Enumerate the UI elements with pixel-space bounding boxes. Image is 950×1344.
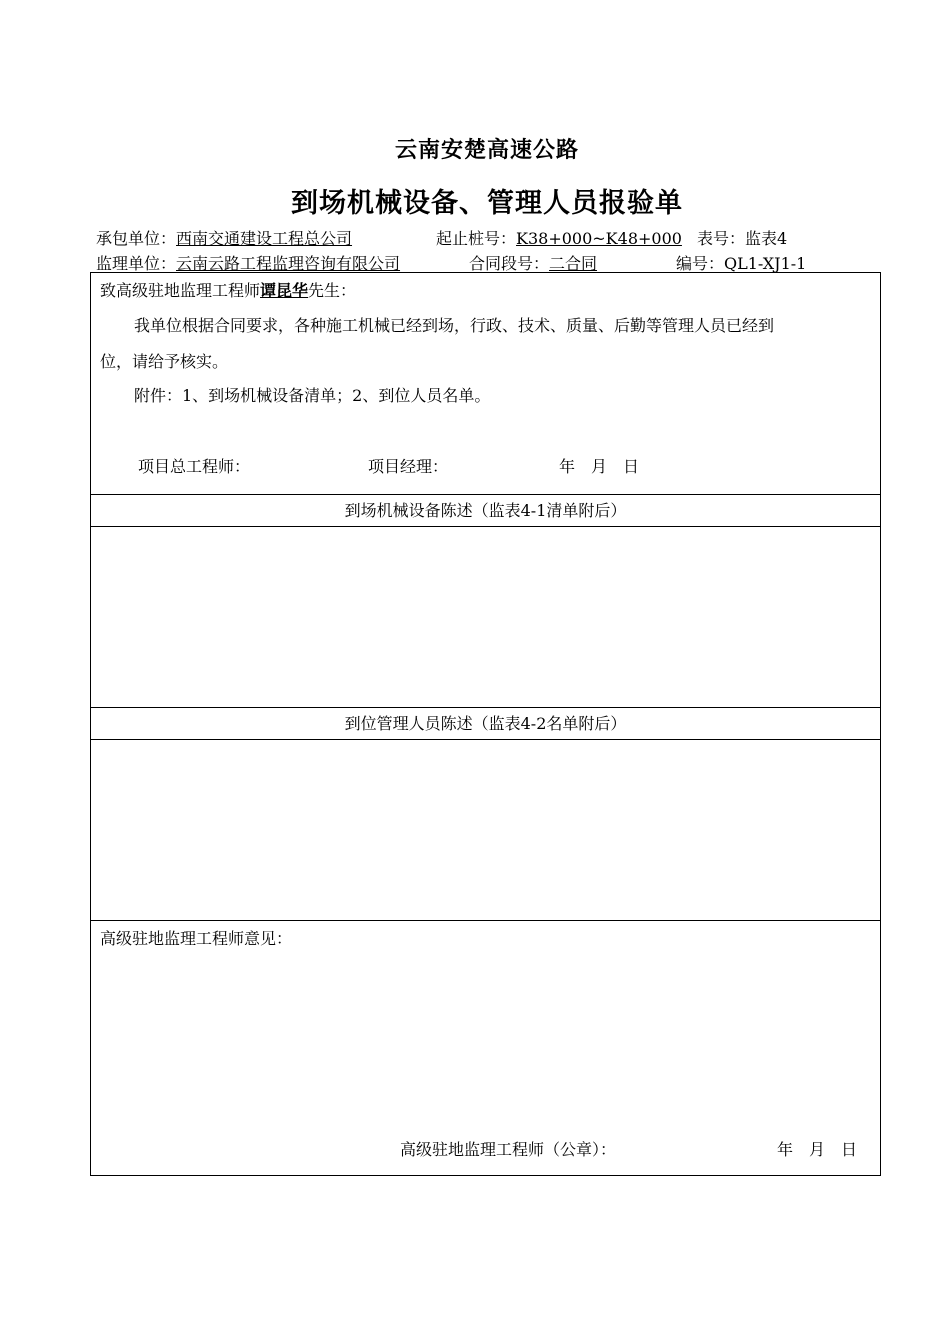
report-form [90, 272, 881, 1176]
contractor-value: 西南交通建设工程总公司 [176, 229, 353, 248]
personnel-section-heading: 到位管理人员陈述（监表4-2名单附后） [344, 714, 627, 733]
letter-date: 年 月 日 [559, 457, 640, 476]
project-manager-signature: 项目经理： [368, 457, 449, 476]
supervisor-line [96, 251, 400, 274]
addressee-suffix: 先生： [308, 281, 357, 300]
section-line [469, 251, 597, 274]
project-title: 云南安楚高速公路 [394, 137, 579, 163]
table-number: 表号：监表4 [697, 229, 788, 248]
letter-body-line-1: 我单位根据合同要求，各种施工机械已经到场，行政、技术、质量、后勤等管理人员已经到 [134, 316, 775, 335]
divider [91, 739, 880, 740]
chief-engineer-signature: 项目总工程师： [138, 457, 251, 476]
contractor-label: 承包单位： [96, 229, 177, 248]
form-title: 到场机械设备、管理人员报验单 [291, 188, 683, 219]
opinion-heading: 高级驻地监理工程师意见： [100, 929, 293, 948]
addressee-line [100, 278, 356, 301]
equipment-section-heading: 到场机械设备陈述（监表4-1清单附后） [344, 501, 627, 520]
letter-body-line-2: 位，请给予核实。 [100, 352, 229, 371]
addressee-prefix: 致高级驻地监理工程师 [100, 281, 261, 300]
divider [91, 920, 880, 921]
serial-number: 编号：QL1-XJ1-1 [676, 254, 807, 273]
divider [91, 707, 880, 708]
contractor-line [96, 226, 352, 249]
chainage-line [436, 226, 682, 249]
attachments-line: 附件：1、到场机械设备清单；2、到位人员名单。 [134, 386, 491, 405]
addressee-name: 谭昆华 [260, 281, 309, 300]
opinion-date: 年 月 日 [777, 1140, 858, 1159]
engineer-seal-label: 高级驻地监理工程师（公章）： [400, 1140, 617, 1159]
section-value: 二合同 [549, 254, 598, 273]
chainage-label: 起止桩号： [436, 229, 517, 248]
divider [91, 526, 880, 527]
chainage-value: K38+000~K48+000 [516, 229, 682, 248]
supervisor-value: 云南云路工程监理咨询有限公司 [176, 254, 401, 273]
divider [91, 494, 880, 495]
section-label: 合同段号： [469, 254, 550, 273]
supervisor-label: 监理单位： [96, 254, 177, 273]
